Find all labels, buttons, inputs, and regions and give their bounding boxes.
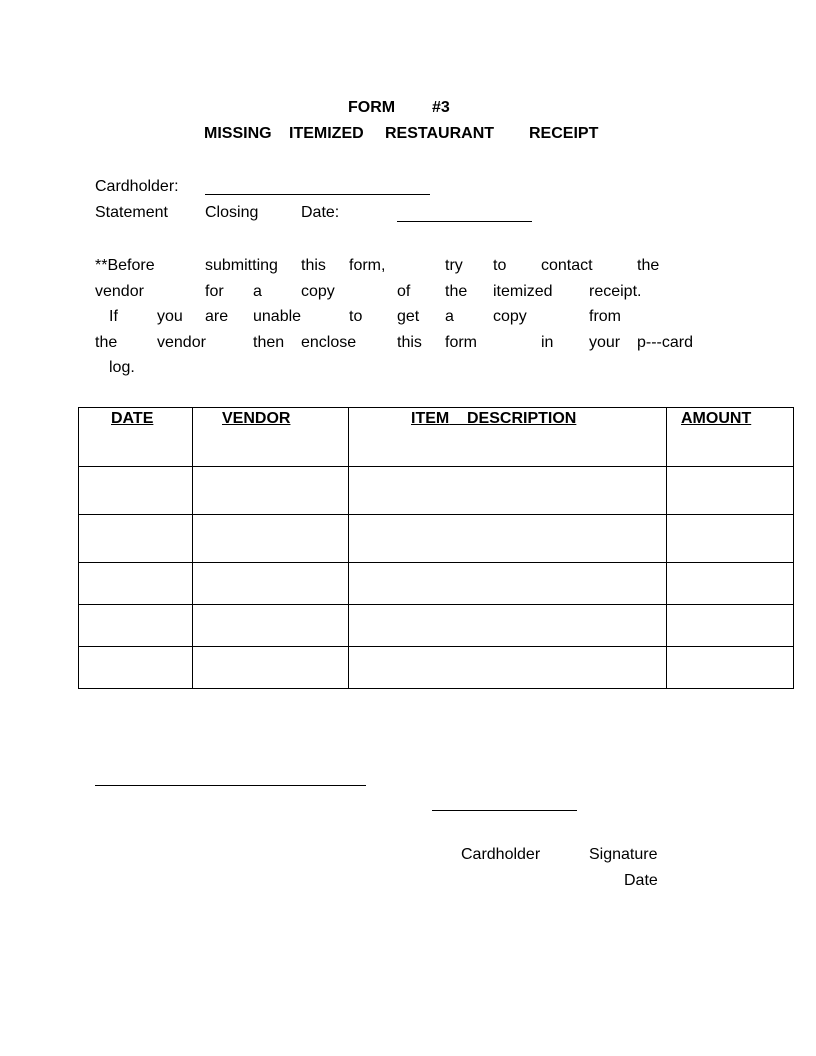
instruction-word: form, bbox=[349, 257, 386, 274]
instruction-word: enclose bbox=[301, 334, 357, 351]
date-cell[interactable] bbox=[79, 467, 193, 515]
vendor-cell[interactable] bbox=[193, 563, 349, 605]
subtitle-word: RESTAURANT bbox=[385, 125, 495, 142]
date-cell[interactable] bbox=[79, 515, 193, 563]
date-cell[interactable] bbox=[79, 647, 193, 689]
instruction-word: submitting bbox=[205, 257, 278, 274]
vendor-cell[interactable] bbox=[193, 515, 349, 563]
amount-cell[interactable] bbox=[667, 515, 794, 563]
item-description-cell[interactable] bbox=[349, 467, 667, 515]
instruction-word: If bbox=[109, 308, 118, 325]
instruction-word: this bbox=[397, 334, 422, 351]
instruction-word: vendor bbox=[95, 283, 144, 300]
date-cell[interactable] bbox=[79, 563, 193, 605]
amount-cell[interactable] bbox=[667, 605, 794, 647]
description-header-text: DESCRIPTION bbox=[467, 410, 577, 427]
form-label: FORM bbox=[348, 99, 396, 116]
instruction-word: copy bbox=[493, 308, 527, 325]
table-header-row bbox=[79, 408, 794, 467]
cardholder-blank[interactable] bbox=[205, 194, 430, 195]
form-number: #3 bbox=[432, 99, 450, 116]
amount-cell[interactable] bbox=[667, 563, 794, 605]
table-row bbox=[79, 647, 794, 689]
instruction-word: to bbox=[493, 257, 507, 274]
amount-header-text: AMOUNT bbox=[681, 410, 752, 427]
table-row bbox=[79, 605, 794, 647]
instruction-word: are bbox=[205, 308, 229, 325]
signature-date-line[interactable] bbox=[432, 810, 577, 811]
vendor-cell[interactable] bbox=[193, 605, 349, 647]
instruction-word: a bbox=[253, 283, 262, 300]
amount-cell[interactable] bbox=[667, 467, 794, 515]
instruction-word: **Before bbox=[95, 257, 155, 274]
instruction-word: a bbox=[445, 308, 454, 325]
instruction-word: receipt. bbox=[589, 283, 642, 300]
item-description-cell[interactable] bbox=[349, 515, 667, 563]
amount-column-header bbox=[667, 408, 794, 467]
subtitle-word: RECEIPT bbox=[529, 125, 599, 142]
instruction-word: form bbox=[445, 334, 477, 351]
instruction-word: the bbox=[95, 334, 118, 351]
instruction-word: the bbox=[445, 283, 468, 300]
instruction-word: get bbox=[397, 308, 420, 325]
statement-word: Closing bbox=[205, 204, 259, 221]
signature-line[interactable] bbox=[95, 785, 366, 786]
instruction-word: you bbox=[157, 308, 183, 325]
table-row bbox=[79, 515, 794, 563]
signature-cardholder-label: Cardholder bbox=[461, 846, 541, 863]
instruction-word: to bbox=[349, 308, 363, 325]
instruction-word: the bbox=[637, 257, 660, 274]
item-header-text: ITEM bbox=[411, 410, 450, 427]
subtitle-word: MISSING bbox=[204, 125, 272, 142]
receipt-items-table bbox=[78, 407, 794, 689]
subtitle-word: ITEMIZED bbox=[289, 125, 364, 142]
date-cell[interactable] bbox=[79, 605, 193, 647]
table-row bbox=[79, 467, 794, 515]
vendor-column-header bbox=[193, 408, 349, 467]
instruction-word: for bbox=[205, 283, 224, 300]
item-description-cell[interactable] bbox=[349, 605, 667, 647]
instruction-word: your bbox=[589, 334, 621, 351]
instruction-word: then bbox=[253, 334, 285, 351]
signature-label: Signature bbox=[589, 846, 658, 863]
vendor-header-text: VENDOR bbox=[222, 410, 291, 427]
item-description-cell[interactable] bbox=[349, 563, 667, 605]
statement-word: Date: bbox=[301, 204, 340, 221]
date-header-text: DATE bbox=[111, 410, 154, 427]
instruction-word: in bbox=[541, 334, 554, 351]
instruction-word: from bbox=[589, 308, 621, 325]
instruction-word: of bbox=[397, 283, 411, 300]
item-description-column-header bbox=[349, 408, 667, 467]
description-header-gap bbox=[449, 410, 467, 427]
signature-date-label: Date bbox=[624, 872, 658, 889]
item-description-cell[interactable] bbox=[349, 647, 667, 689]
date-column-header bbox=[79, 408, 193, 467]
instruction-word: log. bbox=[109, 359, 135, 376]
instruction-word: unable bbox=[253, 308, 302, 325]
instruction-word: this bbox=[301, 257, 326, 274]
instruction-word: copy bbox=[301, 283, 335, 300]
statement-word: Statement bbox=[95, 204, 168, 221]
vendor-cell[interactable] bbox=[193, 647, 349, 689]
instruction-word: p---card bbox=[637, 334, 694, 351]
instruction-word: try bbox=[445, 257, 463, 274]
instruction-word: contact bbox=[541, 257, 593, 274]
instruction-word: vendor bbox=[157, 334, 206, 351]
amount-cell[interactable] bbox=[667, 647, 794, 689]
vendor-cell[interactable] bbox=[193, 467, 349, 515]
cardholder-label: Cardholder: bbox=[95, 178, 179, 195]
statement-date-blank[interactable] bbox=[397, 221, 532, 222]
instruction-word: itemized bbox=[493, 283, 553, 300]
table-row bbox=[79, 563, 794, 605]
